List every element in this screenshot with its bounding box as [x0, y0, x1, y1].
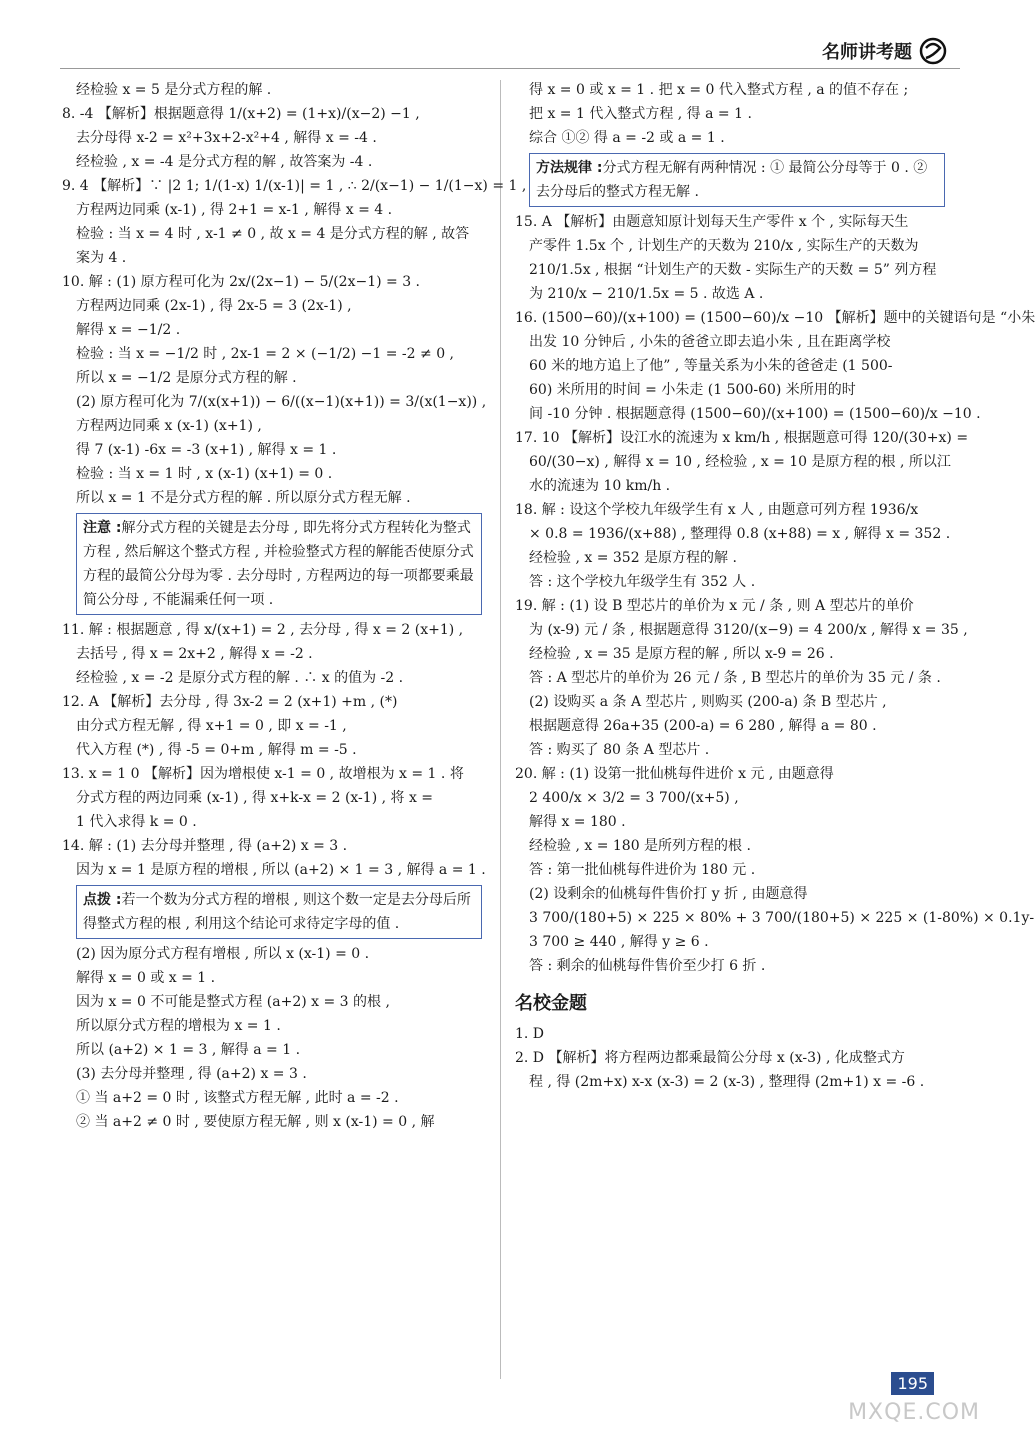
answer-line: 根据题意得 26a+35 (200-a) = 6 280 , 解得 a = 80 . — [529, 718, 877, 734]
answer-line: 3 700/(180+5) × 225 × 80% + 3 700/(180+5) × 225 × (1-80%) × 0.1y- — [529, 910, 1035, 926]
answer-line: 因为 x = 1 是原方程的增根 , 所以 (a+2) × 1 = 3 , 解得 a = 1 . — [76, 862, 486, 878]
answer-line: 19. 解 : (1) 设 B 型芯片的单价为 x 元 / 条 , 则 A 型芯片的单价 — [515, 598, 914, 614]
watermark: MXQE.COM — [848, 1400, 980, 1425]
answer-line: 210/1.5x , 根据 “计划生产的天数 - 实际生产的天数 = 5” 列方程 — [529, 262, 937, 278]
answer-line: 由分式方程无解 , 得 x+1 = 0 , 即 x = -1 , — [76, 718, 347, 734]
answer-line: 1. D — [515, 1026, 545, 1042]
answer-line: 因为 x = 0 不可能是整式方程 (a+2) x = 3 的根 , — [76, 994, 390, 1010]
tip-label: 注意 : — [83, 520, 122, 536]
answer-line: 10. 解 : (1) 原方程可化为 2x/(2x−1) − 5/(2x−1) = 3 . — [62, 274, 421, 290]
answer-line: 经检验 , x = 35 是原方程的解 , 所以 x-9 = 26 . — [529, 646, 834, 662]
answer-line: 15. A 【解析】由题意知原计划每天生产零件 x 个 , 实际每天生 — [515, 214, 909, 230]
answer-line: 2 400/x × 3/2 = 3 700/(x+5) , — [529, 790, 739, 806]
answer-line: 为 210/x − 210/1.5x = 5 . 故选 A . — [529, 286, 764, 302]
answer-line: 20. 解 : (1) 设第一批仙桃每件进价 x 元 , 由题意得 — [515, 766, 834, 782]
answer-line: 所以 (a+2) × 1 = 3 , 解得 a = 1 . — [76, 1042, 301, 1058]
answer-line: 9. 4 【解析】∵ |2 1; 1/(1-x) 1/(x-1)| = 1 , ∴ 2/(x−1) − 1/(1−x) = 1 , — [62, 178, 527, 194]
answer-line: 案为 4 . — [76, 250, 127, 266]
answer-line: 综合 ①② 得 a = -2 或 a = 1 . — [529, 130, 725, 146]
answer-line: 解得 x = −1/2 . — [76, 322, 181, 338]
answer-line: 方程两边同乘 (x-1) , 得 2+1 = x-1 , 解得 x = 4 . — [76, 202, 393, 218]
answer-line: 答 : A 型芯片的单价为 26 元 / 条 , B 型芯片的单价为 35 元 / 条 . — [529, 670, 941, 686]
answer-line: 出发 10 分钟后 , 小朱的爸爸立即去追小朱 , 且在距离学校 — [529, 334, 891, 350]
answer-line: 检验 : 当 x = −1/2 时 , 2x-1 = 2 × (−1/2) −1 = -2 ≠ 0 , — [76, 346, 454, 362]
answer-line: 检验 : 当 x = 4 时 , x-1 ≠ 0 , 故 x = 4 是分式方程的解 , 故答 — [76, 226, 470, 242]
answer-line: 60) 米所用的时间 = 小朱走 (1 500-60) 米所用的时 — [529, 382, 856, 398]
tip-label: 点拨 : — [83, 892, 122, 908]
answer-line: 60/(30−x) , 解得 x = 10 , 经检验 , x = 10 是原方程的根 , 所以江 — [529, 454, 951, 470]
answer-line: 水的流速为 10 km/h . — [529, 478, 671, 494]
answer-line: 把 x = 1 代入整式方程 , 得 a = 1 . — [529, 106, 752, 122]
answer-line: 16. (1500−60)/(x+100) = (1500−60)/x −10 【解析】题中的关键语句是 “小朱 — [515, 310, 1035, 326]
answer-line: 产零件 1.5x 个 , 计划生产的天数为 210/x , 实际生产的天数为 — [529, 238, 919, 254]
answer-line: 11. 解 : 根据题意 , 得 x/(x+1) = 2 , 去分母 , 得 x = 2 (x+1) , — [62, 622, 464, 638]
logo-icon — [918, 36, 948, 66]
answer-line: 1 代入求得 k = 0 . — [76, 814, 197, 830]
answer-line: 答 : 这个学校九年级学生有 352 人 . — [529, 574, 756, 590]
answer-line: 程 , 得 (2m+x) x-x (x-3) = 2 (x-3) , 整理得 (2m+1) x = -6 . — [529, 1074, 925, 1090]
answer-line: 检验 : 当 x = 1 时 , x (x-1) (x+1) = 0 . — [76, 466, 333, 482]
tip-text: 分式方程无解有两种情况 : ① 最简公分母等于 0 . ② 去分母后的整式方程无解 . — [536, 160, 928, 200]
answer-line: 所以 x = −1/2 是原分式方程的解 . — [76, 370, 297, 386]
tip-box — [529, 153, 945, 207]
answer-line: 经检验 , x = -2 是原分式方程的解 . ∴ x 的值为 -2 . — [76, 670, 404, 686]
section-heading: 名校金题 — [515, 993, 587, 1014]
answer-line: 分式方程的两边同乘 (x-1) , 得 x+k-x = 2 (x-1) , 将 x = — [76, 790, 434, 806]
answer-line: 方程两边同乘 x (x-1) (x+1) , — [76, 418, 262, 434]
tip-label: 方法规律 : — [536, 160, 603, 176]
answer-line: 答 : 剩余的仙桃每件售价至少打 6 折 . — [529, 958, 766, 974]
tip-box — [76, 513, 482, 615]
answer-line: 方程两边同乘 (2x-1) , 得 2x-5 = 3 (2x-1) , — [76, 298, 352, 314]
answer-line: 间 -10 分钟 . 根据题意得 (1500−60)/(x+100) = (1500−60)/x −10 . — [529, 406, 981, 422]
answer-line: 60 米的地方追上了他” , 等量关系为小朱的爸爸走 (1 500- — [529, 358, 893, 374]
answer-line: 17. 10 【解析】设江水的流速为 x km/h , 根据题意可得 120/(30+x) = — [515, 430, 969, 446]
right-column — [515, 78, 1035, 1094]
tip-text: 解分式方程的关键是去分母 , 即先将分式方程转化为整式方程 , 然后解这个整式方程 , 并检验整式方程的解能否使原分式方程的最简公分母为零 . 去分母时 , 方程两边的每一项都要乘最简公分母 , 不能漏乘任何一项 . — [83, 520, 474, 608]
answer-line: 8. -4 【解析】根据题意得 1/(x+2) = (1+x)/(x−2) −1 , — [62, 106, 420, 122]
answer-line: 去括号 , 得 x = 2x+2 , 解得 x = -2 . — [76, 646, 313, 662]
answer-line: 所以 x = 1 不是分式方程的解 . 所以原分式方程无解 . — [76, 490, 411, 506]
answer-line: (2) 原方程可化为 7/(x(x+1)) − 6/((x−1)(x+1)) = 3/(x(1−x)) , — [76, 394, 487, 410]
answer-line: ① 当 a+2 = 0 时 , 该整式方程无解 , 此时 a = -2 . — [76, 1090, 399, 1106]
answer-line: 得 x = 0 或 x = 1 . 把 x = 0 代入整式方程 , a 的值不存在 ; — [529, 82, 909, 98]
answer-line: (3) 去分母并整理 , 得 (a+2) x = 3 . — [76, 1066, 307, 1082]
page-header — [822, 36, 948, 66]
answer-line: 解得 x = 0 或 x = 1 . — [76, 970, 216, 986]
answer-line: ② 当 a+2 ≠ 0 时 , 要使原方程无解 , 则 x (x-1) = 0 , 解 — [76, 1114, 435, 1130]
column-divider — [500, 80, 501, 1379]
page-number: 195 — [891, 1372, 934, 1395]
answer-line: 为 (x-9) 元 / 条 , 根据题意得 3120/(x−9) = 4 200/x , 解得 x = 35 , — [529, 622, 968, 638]
answer-line: 答 : 购买了 80 条 A 型芯片 . — [529, 742, 710, 758]
answer-line: 解得 x = 180 . — [529, 814, 626, 830]
answer-line: (2) 设剩余的仙桃每件售价打 y 折 , 由题意得 — [529, 886, 808, 902]
answer-line: 3 700 ≥ 440 , 解得 y ≥ 6 . — [529, 934, 709, 950]
answer-line: 答 : 第一批仙桃每件进价为 180 元 . — [529, 862, 756, 878]
answer-line: 去分母得 x-2 = x²+3x+2-x²+4 , 解得 x = -4 . — [76, 130, 377, 146]
answer-line: (2) 设购买 a 条 A 型芯片 , 则购买 (200-a) 条 B 型芯片 , — [529, 694, 887, 710]
tip-text: 若一个数为分式方程的增根 , 则这个数一定是去分母后所得整式方程的根 , 利用这个结论可求待定字母的值 . — [83, 892, 471, 932]
answer-line: 代入方程 (*) , 得 -5 = 0+m , 解得 m = -5 . — [76, 742, 357, 758]
answer-line: 经检验 x = 5 是分式方程的解 . — [76, 82, 272, 98]
header-title: 名师讲考题 — [822, 42, 912, 63]
answer-line: 14. 解 : (1) 去分母并整理 , 得 (a+2) x = 3 . — [62, 838, 348, 854]
left-column — [62, 78, 527, 1134]
answer-line: 12. A 【解析】去分母 , 得 3x-2 = 2 (x+1) +m , (*) — [62, 694, 398, 710]
answer-line: 经检验 , x = -4 是分式方程的解 , 故答案为 -4 . — [76, 154, 373, 170]
answer-line: 13. x = 1 0 【解析】因为增根使 x-1 = 0 , 故增根为 x = 1 . 将 — [62, 766, 464, 782]
answer-line: (2) 因为原分式方程有增根 , 所以 x (x-1) = 0 . — [76, 946, 370, 962]
answer-line: 2. D 【解析】将方程两边都乘最简公分母 x (x-3) , 化成整式方 — [515, 1050, 905, 1066]
answer-line: 经检验 , x = 180 是所列方程的根 . — [529, 838, 751, 854]
answer-line: × 0.8 = 1936/(x+88) , 整理得 0.8 (x+88) = x , 解得 x = 352 . — [529, 526, 951, 542]
tip-box — [76, 885, 482, 939]
answer-line: 18. 解 : 设这个学校九年级学生有 x 人 , 由题意可列方程 1936/x — [515, 502, 919, 518]
answer-line: 经检验 , x = 352 是原方程的解 . — [529, 550, 737, 566]
answer-line: 所以原分式方程的增根为 x = 1 . — [76, 1018, 281, 1034]
header-rule — [60, 68, 960, 69]
answer-line: 得 7 (x-1) -6x = -3 (x+1) , 解得 x = 1 . — [76, 442, 337, 458]
